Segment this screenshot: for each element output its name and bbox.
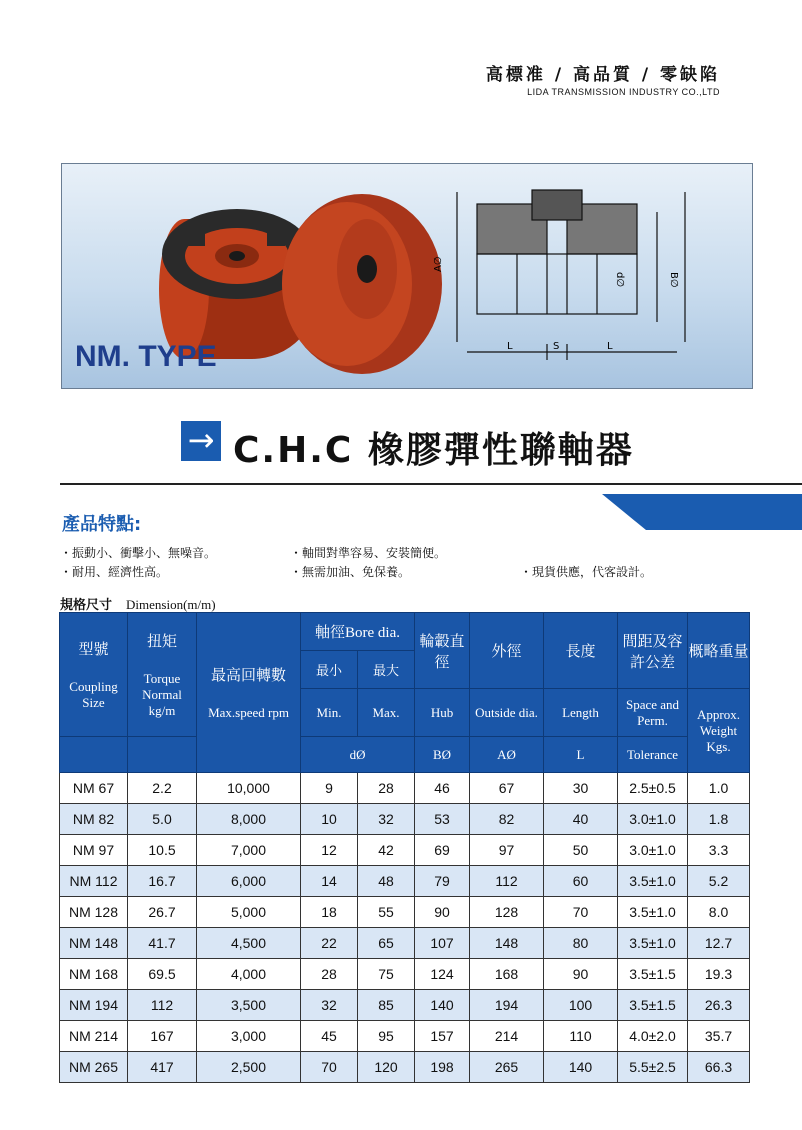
cell-weight: 5.2 [688,866,750,897]
cell-space: 3.5±1.0 [618,928,688,959]
header-speed-en: Max.speed rpm [208,705,289,720]
cell-speed: 8,000 [197,804,301,835]
header-weight-cn [688,613,750,689]
cell-space: 3.5±1.0 [618,897,688,928]
feature-item: ・軸間對準容易、安裝簡便。 [290,546,447,560]
header-hub-cn [415,613,470,689]
table-row [60,804,750,835]
cell-hub: 69 [415,835,470,866]
cell-torque: 112 [128,990,197,1021]
header-coupling-en: Coupling Size [69,679,118,710]
table-row [60,1052,750,1083]
header-torque [128,613,197,737]
cell-max: 32 [358,804,415,835]
cell-torque: 69.5 [128,959,197,990]
feature-item: ・現貨供應，代客設計。 [520,565,653,579]
header-hub-sym: BØ [415,737,470,773]
drawing-label-b: B∅ [668,272,679,288]
cell-weight: 35.7 [688,1021,750,1052]
table-row [60,866,750,897]
cell-torque: 417 [128,1052,197,1083]
header-length-sym: L [544,737,618,773]
product-hero [61,163,753,389]
cell-outside: 112 [470,866,544,897]
cell-torque: 26.7 [128,897,197,928]
drawing-label-a: A∅ [433,256,444,272]
header-bore [301,613,415,651]
cell-max: 85 [358,990,415,1021]
cell-max: 75 [358,959,415,990]
cell-outside: 97 [470,835,544,866]
table-row [60,990,750,1021]
header-max-en: Max. [358,689,415,737]
drawing-label-s: S [553,341,560,352]
header-weight-unit: Kgs. [706,738,731,754]
header-outside-sym: AØ [470,737,544,773]
header-torque-blank [128,737,197,773]
cell-hub: 79 [415,866,470,897]
cell-space: 2.5±0.5 [618,773,688,804]
cell-min: 9 [301,773,358,804]
header-slogan: 高標准 / 高品質 / 零缺陷 [485,65,720,85]
cell-space: 3.0±1.0 [618,804,688,835]
header-min-en: Min. [301,689,358,737]
table-row [60,928,750,959]
header-bore-sym: dØ [301,737,415,773]
decorative-wedge [602,494,802,530]
cell-hub: 157 [415,1021,470,1052]
cell-outside: 82 [470,804,544,835]
feature-item: ・無需加油、免保養。 [290,565,411,579]
cell-weight: 8.0 [688,897,750,928]
cell-speed: 6,000 [197,866,301,897]
cell-hub: 124 [415,959,470,990]
table-row [60,773,750,804]
header-hub-cn-text: 輪轂直徑 [419,633,465,671]
cell-torque: 2.2 [128,773,197,804]
cell-outside: 265 [470,1052,544,1083]
cell-min: 45 [301,1021,358,1052]
cell-min: 22 [301,928,358,959]
cell-speed: 3,500 [197,990,301,1021]
cell-outside: 128 [470,897,544,928]
spec-table [59,612,750,1083]
cell-length: 60 [544,866,618,897]
header-bore-cn: 軸徑Bore dia. [315,625,400,641]
cell-space: 3.0±1.0 [618,835,688,866]
dimension-label [60,594,216,613]
cell-torque: 16.7 [128,866,197,897]
cell-max: 120 [358,1052,415,1083]
cell-min: 10 [301,804,358,835]
cell-coupling: NM 128 [60,897,128,928]
cell-max: 42 [358,835,415,866]
cell-hub: 46 [415,773,470,804]
features-heading: 產品特點: [62,514,142,535]
cell-space: 3.5±1.5 [618,990,688,1021]
cell-speed: 4,500 [197,928,301,959]
cell-speed: 2,500 [197,1052,301,1083]
type-label: NM. TYPE [75,340,217,373]
cell-length: 100 [544,990,618,1021]
cell-speed: 3,000 [197,1021,301,1052]
cell-max: 55 [358,897,415,928]
cell-hub: 140 [415,990,470,1021]
cell-torque: 167 [128,1021,197,1052]
cell-max: 48 [358,866,415,897]
cell-hub: 107 [415,928,470,959]
cell-weight: 3.3 [688,835,750,866]
cell-hub: 53 [415,804,470,835]
header-space-tol: Tolerance [618,737,688,773]
cell-speed: 4,000 [197,959,301,990]
cell-length: 140 [544,1052,618,1083]
cell-weight: 66.3 [688,1052,750,1083]
header-length-cn [544,613,618,689]
header-speed [197,613,301,773]
cell-length: 110 [544,1021,618,1052]
cell-space: 3.5±1.0 [618,866,688,897]
drawing-label-d: d∅ [614,272,625,288]
header-weight-en [688,689,750,773]
cell-coupling: NM 265 [60,1052,128,1083]
header-coupling-cn: 型號 [78,642,109,658]
dimension-label-en: Dimension(m/m) [126,597,216,612]
cell-max: 95 [358,1021,415,1052]
cell-length: 80 [544,928,618,959]
cell-length: 40 [544,804,618,835]
feature-item: ・振動小、衝擊小、無噪音。 [60,546,217,560]
header-hub-en: Hub [415,689,470,737]
cell-min: 28 [301,959,358,990]
cell-weight: 1.0 [688,773,750,804]
header-outside-cn-text: 外徑 [491,644,522,660]
cell-outside: 148 [470,928,544,959]
cell-min: 70 [301,1052,358,1083]
header-length-en: Length [544,689,618,737]
drawing-label-l2: L [607,341,613,352]
cell-torque: 10.5 [128,835,197,866]
cell-coupling: NM 214 [60,1021,128,1052]
header-speed-cn: 最高回轉數 [210,668,286,684]
header-outside-en: Outside dia. [470,689,544,737]
cell-torque: 5.0 [128,804,197,835]
dimension-label-cn: 規格尺寸 [60,597,113,612]
header-max-cn: 最大 [358,651,415,689]
cell-coupling: NM 168 [60,959,128,990]
coupling-drawing [427,172,747,372]
cell-outside: 168 [470,959,544,990]
cell-max: 65 [358,928,415,959]
cell-length: 30 [544,773,618,804]
header-outside-cn [470,613,544,689]
cell-min: 12 [301,835,358,866]
header-torque-en: Torque Normal kg/m [142,671,182,718]
header-coupling [60,613,128,737]
header-space-en: Space and Perm. [618,689,688,737]
header-torque-cn: 扭矩 [146,634,177,650]
cell-length: 50 [544,835,618,866]
cell-space: 4.0±2.0 [618,1021,688,1052]
cell-speed: 5,000 [197,897,301,928]
cell-coupling: NM 67 [60,773,128,804]
cell-min: 32 [301,990,358,1021]
cell-coupling: NM 82 [60,804,128,835]
feature-item: ・耐用、經濟性高。 [60,565,169,579]
cell-max: 28 [358,773,415,804]
cell-min: 18 [301,897,358,928]
table-row [60,959,750,990]
header-weight-cn-text: 概略重量 [688,644,749,660]
page-title: C.H.C 橡膠彈性聯軸器 [233,430,634,471]
table-row [60,897,750,928]
header-length-cn-text: 長度 [565,644,596,660]
header-space-cn-text: 間距及容許公差 [622,633,683,671]
cell-space: 5.5±2.5 [618,1052,688,1083]
cell-length: 70 [544,897,618,928]
cell-weight: 1.8 [688,804,750,835]
cell-coupling: NM 97 [60,835,128,866]
cell-coupling: NM 112 [60,866,128,897]
table-row [60,835,750,866]
header-min-cn: 最小 [301,651,358,689]
cell-space: 3.5±1.5 [618,959,688,990]
cell-weight: 26.3 [688,990,750,1021]
header-space-cn [618,613,688,689]
cell-outside: 214 [470,1021,544,1052]
cell-torque: 41.7 [128,928,197,959]
cell-speed: 7,000 [197,835,301,866]
cell-hub: 90 [415,897,470,928]
cell-coupling: NM 194 [60,990,128,1021]
drawing-label-l1: L [507,341,513,352]
arrow-icon: → [181,421,221,461]
cell-outside: 67 [470,773,544,804]
cell-length: 90 [544,959,618,990]
company-name: LIDA TRANSMISSION INDUSTRY CO.,LTD [527,87,720,97]
cell-min: 14 [301,866,358,897]
cell-coupling: NM 148 [60,928,128,959]
cell-weight: 19.3 [688,959,750,990]
cell-speed: 10,000 [197,773,301,804]
cell-hub: 198 [415,1052,470,1083]
table-row [60,1021,750,1052]
header-coupling-blank [60,737,128,773]
title-divider [60,483,802,485]
header-weight-en-text: Approx. Weight [697,706,740,738]
cell-outside: 194 [470,990,544,1021]
cell-weight: 12.7 [688,928,750,959]
